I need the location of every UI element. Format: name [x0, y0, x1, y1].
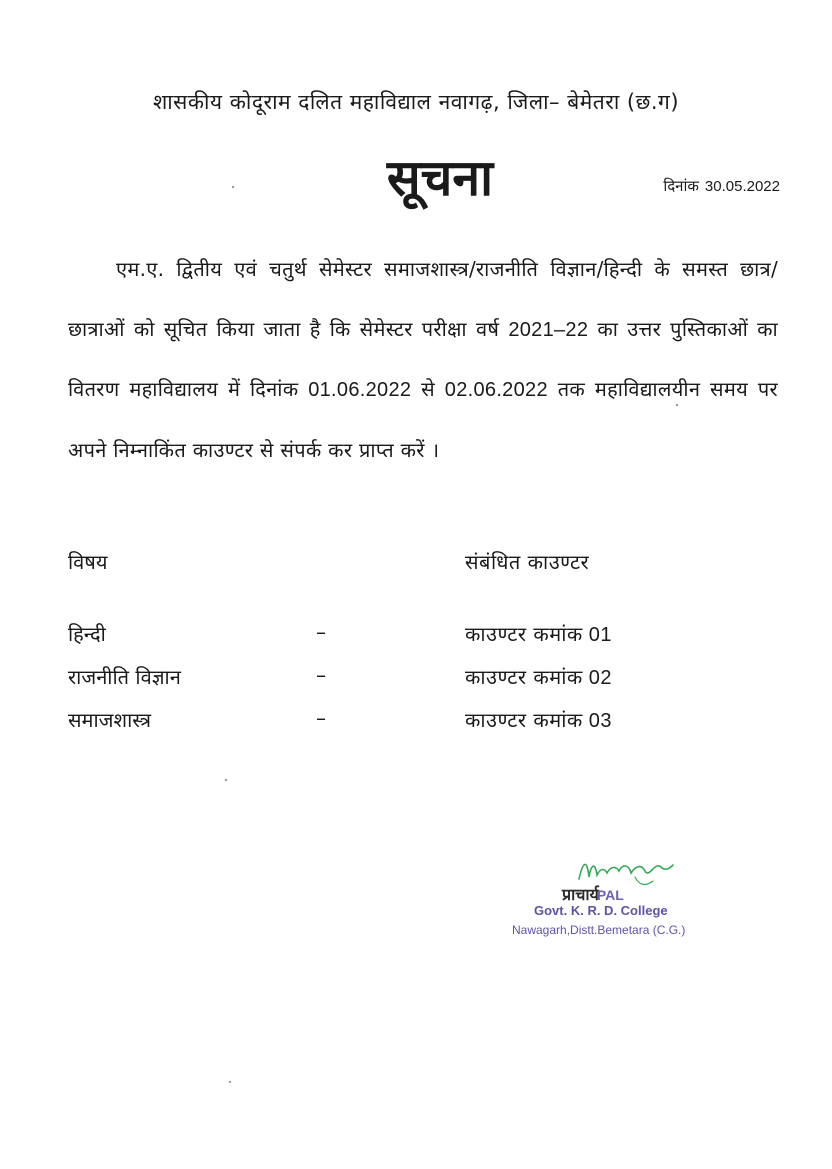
counter-assignment	[465, 663, 612, 690]
date-label: दिनांक	[663, 177, 699, 195]
subject-name: हिन्दी	[68, 622, 106, 646]
body-part-1: एम.ए. द्वितीय एवं चतुर्थ सेमेस्टर समाजशास्त्र/राजनीति विज्ञान/हिन्दी के समस्त छात्र/छात्राओं को सूचित किया जाता है कि सेमेस्टर परीक्षा वर्ष	[68, 257, 778, 341]
principal-signature-block	[500, 855, 730, 945]
institution-header: शासकीय कोदूराम दलित महाविद्याल नवागढ़, जिला– बेमेतरा (छ.ग)	[152, 90, 680, 114]
distribution-end-date: 02.06.2022	[444, 379, 548, 401]
body-part-4: तक महाविद्यालयीन समय पर अपने निम्नाकिंत काउण्टर से संपर्क कर प्राप्त करें ।	[68, 377, 778, 462]
principal-designation	[562, 883, 624, 905]
counter-label: काउण्टर कमांक	[465, 708, 583, 732]
notice-date	[600, 176, 780, 196]
notice-title: सूचना	[386, 149, 494, 207]
counter-label: काउण्टर कमांक	[465, 622, 583, 646]
exam-year: 2021–22	[508, 318, 589, 341]
row-dash: –	[316, 663, 326, 687]
scan-speck	[225, 779, 227, 781]
counter-number: 01	[588, 624, 613, 646]
counter-number: 02	[588, 667, 613, 689]
distribution-start-date: 01.06.2022	[308, 379, 412, 401]
scan-speck	[676, 404, 678, 406]
counter-number: 03	[588, 710, 613, 732]
counter-label: काउण्टर कमांक	[465, 665, 583, 689]
scan-speck	[232, 186, 234, 188]
table-row	[0, 663, 832, 703]
body-part-3: से	[411, 377, 445, 401]
row-dash: –	[316, 620, 326, 644]
body-part-2: का उत्तर पुस्तिकाओं का वितरण महाविद्यालय में दिनांक	[68, 316, 778, 401]
table-row	[0, 620, 832, 660]
designation-text: प्राचार्य	[562, 885, 599, 904]
subject-heading: विषय	[68, 550, 108, 574]
stamp-principal-text: PAL	[596, 887, 624, 903]
table-row	[0, 706, 832, 746]
counter-assignment	[465, 620, 612, 647]
date-value: 30.05.2022	[704, 178, 780, 195]
counter-assignment	[465, 706, 612, 733]
counter-heading: संबंधित काउण्टर	[465, 550, 590, 574]
stamp-college-address: Nawagarh,Distt.Bemetara (C.G.)	[512, 923, 686, 937]
stamp-college-name: Govt. K. R. D. College	[534, 903, 668, 918]
notice-body	[68, 240, 778, 480]
subject-name: राजनीति विज्ञान	[68, 665, 181, 689]
subject-name: समाजशास्त्र	[68, 708, 152, 732]
scan-speck	[229, 1081, 231, 1083]
row-dash: –	[316, 706, 326, 730]
